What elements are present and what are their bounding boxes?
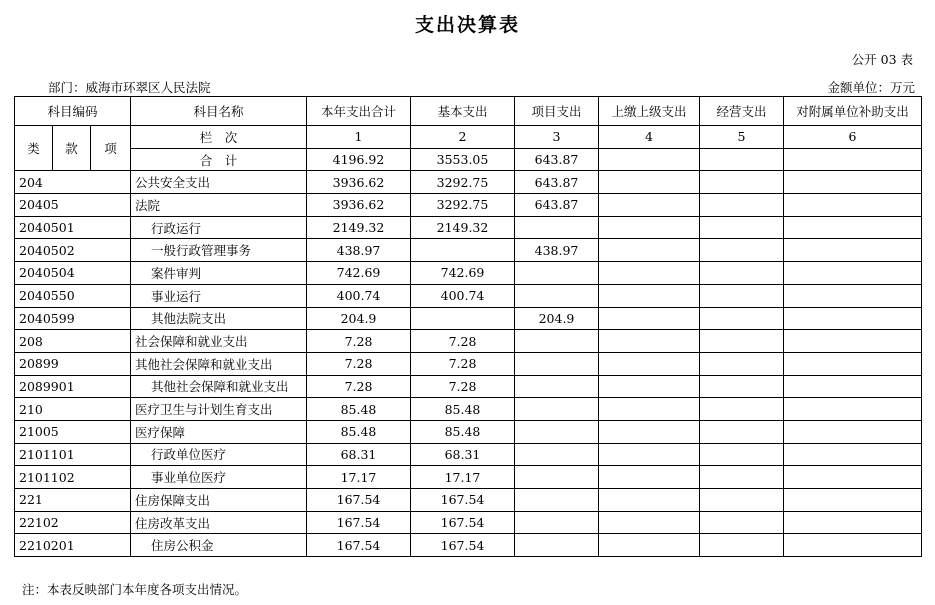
- subject-code-cell: 2040599: [15, 307, 131, 330]
- upper-cell: [599, 284, 700, 307]
- subject-code-cell: 2040550: [15, 284, 131, 307]
- basic-cell: 3292.75: [411, 194, 515, 217]
- basic-cell: 167.54: [411, 489, 515, 512]
- project-cell: [515, 262, 599, 285]
- business-cell: [700, 375, 784, 398]
- basic-cell: 17.17: [411, 466, 515, 489]
- subject-name-cell: 社会保障和就业支出: [131, 330, 307, 353]
- table-row: [15, 239, 922, 262]
- project-cell: [515, 352, 599, 375]
- total-cell: 85.48: [307, 398, 411, 421]
- total-cell: 68.31: [307, 443, 411, 466]
- total-label: 合 计: [131, 148, 307, 171]
- subject-name-cell: 法院: [131, 194, 307, 217]
- subject-code-cell: 210: [15, 398, 131, 421]
- subject-name-cell: 其他社会保障和就业支出: [131, 352, 307, 375]
- project-cell: [515, 534, 599, 557]
- table-row: [15, 443, 922, 466]
- upper-cell: [599, 375, 700, 398]
- basic-cell: [411, 239, 515, 262]
- total-cell: 7.28: [307, 375, 411, 398]
- table-row: [15, 194, 922, 217]
- upper-cell: [599, 466, 700, 489]
- table-row: [15, 511, 922, 534]
- project-cell: [515, 511, 599, 534]
- project-cell: [515, 216, 599, 239]
- col-index-2: 2: [411, 126, 515, 149]
- basic-cell: 742.69: [411, 262, 515, 285]
- col-index-4: 4: [599, 126, 700, 149]
- subject-name-cell: 事业单位医疗: [131, 466, 307, 489]
- subsidy-cell: [784, 534, 922, 557]
- header-xiang: 项: [91, 126, 131, 171]
- project-cell: 643.87: [515, 194, 599, 217]
- subject-name-cell: 住房改革支出: [131, 511, 307, 534]
- col-index-1: 1: [307, 126, 411, 149]
- basic-cell: 85.48: [411, 398, 515, 421]
- total-cell: 167.54: [307, 534, 411, 557]
- upper-cell: [599, 171, 700, 194]
- basic-cell: 3292.75: [411, 171, 515, 194]
- subsidy-cell: [784, 284, 922, 307]
- subject-name-cell: 住房保障支出: [131, 489, 307, 512]
- header-project: 项目支出: [515, 97, 599, 126]
- header-basic: 基本支出: [411, 97, 515, 126]
- header-upper: 上缴上级支出: [599, 97, 700, 126]
- project-cell: [515, 375, 599, 398]
- upper-cell: [599, 534, 700, 557]
- table-row: [15, 534, 922, 557]
- header-business: 经营支出: [700, 97, 784, 126]
- table-row: [15, 375, 922, 398]
- business-cell: [700, 194, 784, 217]
- subject-code-cell: 2040501: [15, 216, 131, 239]
- header-subject-code: 科目编码: [15, 97, 131, 126]
- total-cell: 2149.32: [307, 216, 411, 239]
- subject-name-cell: 公共安全支出: [131, 171, 307, 194]
- table-row: [15, 262, 922, 285]
- business-cell: [700, 489, 784, 512]
- total-cell: 167.54: [307, 489, 411, 512]
- business-cell: [700, 420, 784, 443]
- project-cell: [515, 284, 599, 307]
- subject-code-cell: 2101102: [15, 466, 131, 489]
- department-label: 部门：威海市环翠区人民法院: [48, 80, 211, 95]
- col-index-6: 6: [784, 126, 922, 149]
- table-number: 公开 03 表: [851, 52, 913, 67]
- upper-cell: [599, 511, 700, 534]
- total-cell: 17.17: [307, 466, 411, 489]
- subsidy-cell: [784, 511, 922, 534]
- subject-code-cell: 20899: [15, 352, 131, 375]
- subsidy-cell: [784, 352, 922, 375]
- table-row: [15, 352, 922, 375]
- total-upper: [599, 148, 700, 171]
- total-cell: 85.48: [307, 420, 411, 443]
- total-cell: 438.97: [307, 239, 411, 262]
- business-cell: [700, 262, 784, 285]
- business-cell: [700, 171, 784, 194]
- total-cell: 204.9: [307, 307, 411, 330]
- business-cell: [700, 239, 784, 262]
- subject-code-cell: 204: [15, 171, 131, 194]
- business-cell: [700, 307, 784, 330]
- basic-cell: 85.48: [411, 420, 515, 443]
- upper-cell: [599, 443, 700, 466]
- upper-cell: [599, 330, 700, 353]
- subsidy-cell: [784, 375, 922, 398]
- subject-code-cell: 2040502: [15, 239, 131, 262]
- upper-cell: [599, 398, 700, 421]
- upper-cell: [599, 420, 700, 443]
- business-cell: [700, 443, 784, 466]
- table-row: [15, 284, 922, 307]
- subsidy-cell: [784, 239, 922, 262]
- subject-code-cell: 208: [15, 330, 131, 353]
- basic-cell: 7.28: [411, 375, 515, 398]
- subject-name-cell: 其他法院支出: [131, 307, 307, 330]
- subject-name-cell: 医疗卫生与计划生育支出: [131, 398, 307, 421]
- business-cell: [700, 511, 784, 534]
- subsidy-cell: [784, 307, 922, 330]
- subject-code-cell: 22102: [15, 511, 131, 534]
- basic-cell: 7.28: [411, 352, 515, 375]
- subject-name-cell: 医疗保障: [131, 420, 307, 443]
- table-row: [15, 466, 922, 489]
- business-cell: [700, 466, 784, 489]
- total-cell: 7.28: [307, 330, 411, 353]
- subject-code-cell: 21005: [15, 420, 131, 443]
- subject-name-cell: 事业运行: [131, 284, 307, 307]
- business-cell: [700, 330, 784, 353]
- total-project: 643.87: [515, 148, 599, 171]
- upper-cell: [599, 194, 700, 217]
- table-row: [15, 307, 922, 330]
- upper-cell: [599, 216, 700, 239]
- total-cell: 7.28: [307, 352, 411, 375]
- table-row: [15, 420, 922, 443]
- subject-name-cell: 一般行政管理事务: [131, 239, 307, 262]
- header-total: 本年支出合计: [307, 97, 411, 126]
- upper-cell: [599, 489, 700, 512]
- subject-code-cell: 2210201: [15, 534, 131, 557]
- business-cell: [700, 284, 784, 307]
- business-cell: [700, 352, 784, 375]
- amount-unit-label: 金额单位：万元: [827, 80, 915, 95]
- col-index-5: 5: [700, 126, 784, 149]
- table-row: [15, 171, 922, 194]
- subsidy-cell: [784, 171, 922, 194]
- subsidy-cell: [784, 466, 922, 489]
- header-kuan: 款: [53, 126, 91, 171]
- table-row: [15, 489, 922, 512]
- project-cell: [515, 466, 599, 489]
- subsidy-cell: [784, 262, 922, 285]
- subject-name-cell: 案件审判: [131, 262, 307, 285]
- total-business: [700, 148, 784, 171]
- upper-cell: [599, 239, 700, 262]
- subject-code-cell: 221: [15, 489, 131, 512]
- subject-code-cell: 2089901: [15, 375, 131, 398]
- total-basic: 3553.05: [411, 148, 515, 171]
- project-cell: 643.87: [515, 171, 599, 194]
- upper-cell: [599, 307, 700, 330]
- basic-cell: 167.54: [411, 534, 515, 557]
- project-cell: [515, 330, 599, 353]
- subsidy-cell: [784, 443, 922, 466]
- project-cell: [515, 443, 599, 466]
- project-cell: 438.97: [515, 239, 599, 262]
- total-cell: 3936.62: [307, 194, 411, 217]
- subsidy-cell: [784, 398, 922, 421]
- basic-cell: 68.31: [411, 443, 515, 466]
- upper-cell: [599, 352, 700, 375]
- basic-cell: 7.28: [411, 330, 515, 353]
- basic-cell: 400.74: [411, 284, 515, 307]
- page-title: 支出决算表: [414, 14, 520, 36]
- upper-cell: [599, 262, 700, 285]
- total-cell: 3936.62: [307, 171, 411, 194]
- table-row: [15, 398, 922, 421]
- header-lanci: 栏 次: [131, 126, 307, 149]
- footnote: 注：本表反映部门本年度各项支出情况。: [22, 582, 248, 597]
- header-subsidy: 对附属单位补助支出: [784, 97, 922, 126]
- project-cell: [515, 398, 599, 421]
- total-cell: 167.54: [307, 511, 411, 534]
- header-subject-name: 科目名称: [131, 97, 307, 126]
- basic-cell: 2149.32: [411, 216, 515, 239]
- subject-code-cell: 2040504: [15, 262, 131, 285]
- total-cell: 742.69: [307, 262, 411, 285]
- business-cell: [700, 216, 784, 239]
- subsidy-cell: [784, 420, 922, 443]
- business-cell: [700, 398, 784, 421]
- header-lei: 类: [15, 126, 53, 171]
- project-cell: 204.9: [515, 307, 599, 330]
- subsidy-cell: [784, 194, 922, 217]
- total-subsidy: [784, 148, 922, 171]
- business-cell: [700, 534, 784, 557]
- basic-cell: [411, 307, 515, 330]
- col-index-3: 3: [515, 126, 599, 149]
- subject-code-cell: 2101101: [15, 443, 131, 466]
- subject-name-cell: 其他社会保障和就业支出: [131, 375, 307, 398]
- subject-name-cell: 行政运行: [131, 216, 307, 239]
- project-cell: [515, 489, 599, 512]
- subsidy-cell: [784, 216, 922, 239]
- basic-cell: 167.54: [411, 511, 515, 534]
- table-row: [15, 330, 922, 353]
- total-cell: 400.74: [307, 284, 411, 307]
- project-cell: [515, 420, 599, 443]
- subject-name-cell: 行政单位医疗: [131, 443, 307, 466]
- subject-name-cell: 住房公积金: [131, 534, 307, 557]
- table-row: [15, 216, 922, 239]
- total-sum: 4196.92: [307, 148, 411, 171]
- expenditure-table: [14, 96, 922, 557]
- subsidy-cell: [784, 330, 922, 353]
- subsidy-cell: [784, 489, 922, 512]
- subject-code-cell: 20405: [15, 194, 131, 217]
